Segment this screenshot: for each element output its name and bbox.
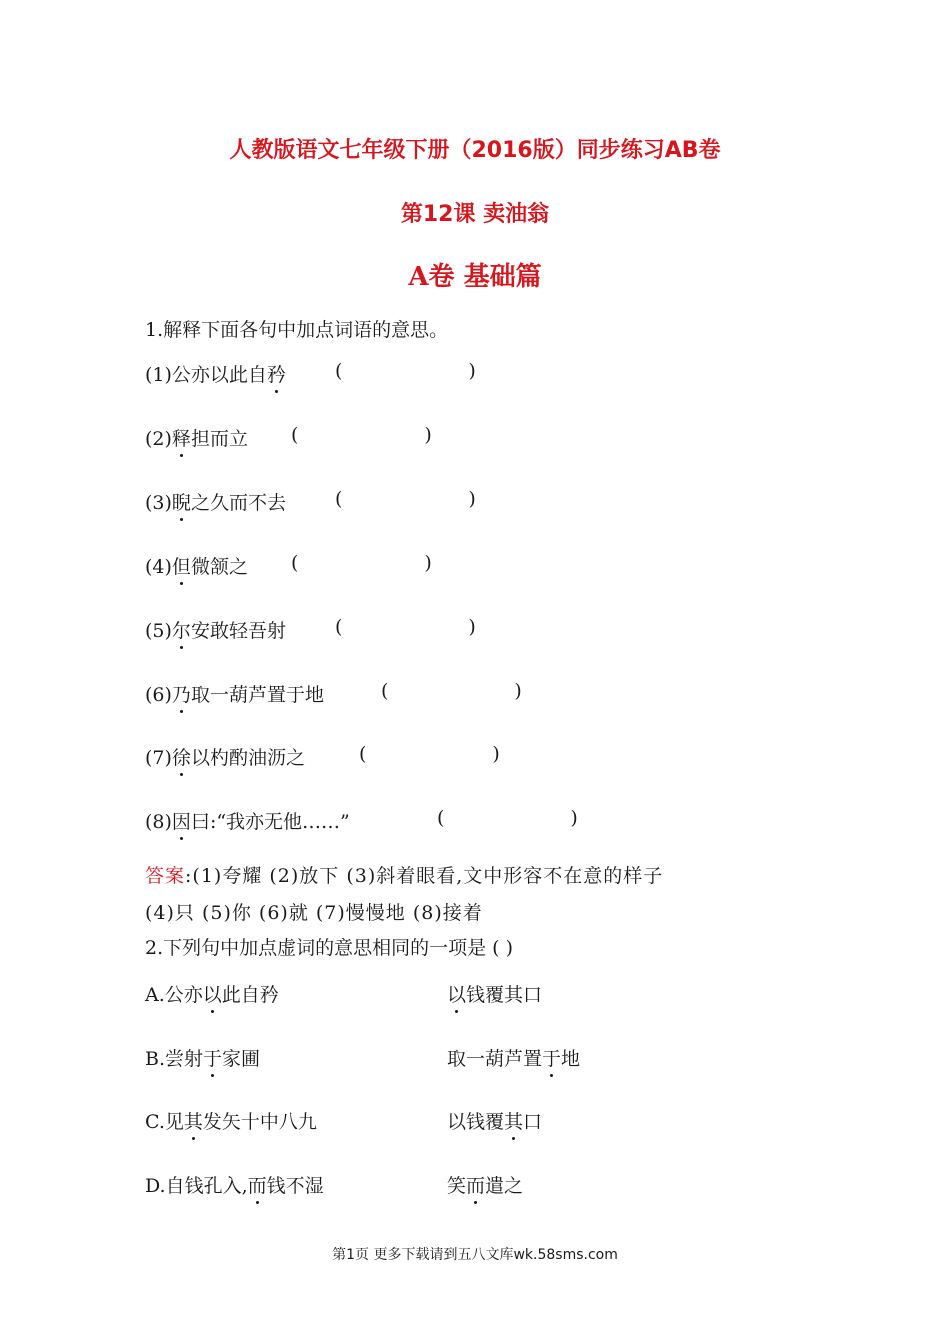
q2-option-d-right [447, 1171, 523, 1198]
item-text: (5) [145, 620, 172, 642]
item-text: (8) [145, 811, 172, 833]
q2-option-d-left [145, 1171, 324, 1198]
item-text: 担而立 [190, 428, 248, 450]
q1-item [145, 360, 476, 387]
document-title: 人教版语文七年级下册（2016版）同步练习AB卷 [229, 138, 721, 163]
item-text: 以杓酌油沥之 [190, 747, 305, 769]
q1-item [145, 680, 522, 707]
option-text: 遣之 [485, 1175, 524, 1197]
item-text: 曰:“我亦无他……” [190, 811, 350, 833]
item-text: (3) [145, 492, 172, 514]
option-text: 家圃 [222, 1048, 261, 1070]
item-text: 之久而不去 [190, 492, 286, 514]
option-text: D.自钱孔入, [145, 1175, 248, 1197]
dotted-word: 以 [203, 980, 222, 1007]
answer-bracket: ( ) [335, 488, 476, 510]
question-1-stem: 1.解释下面各句中加点词语的意思。 [145, 319, 449, 341]
dotted-word: 睨 [172, 488, 191, 515]
lesson-title: 第12课 卖油翁 [400, 202, 550, 227]
dotted-word: 其 [504, 1107, 523, 1134]
item-text: (1)公亦以此自 [145, 364, 267, 386]
item-text: (7) [145, 747, 172, 769]
option-text: B.尝射 [145, 1048, 204, 1070]
option-text: 取一葫芦置 [447, 1048, 543, 1070]
answer-label: 答案 [145, 865, 186, 887]
dotted-word: 其 [184, 1107, 203, 1134]
answer-line-2: (4)只 (5)你 (6)就 (7)慢慢地 (8)接着 [145, 902, 483, 924]
dotted-word: 于 [542, 1044, 561, 1071]
q2-option-c-right [447, 1107, 542, 1134]
q2-option-b-left [145, 1044, 260, 1071]
dotted-word: 乃 [172, 680, 191, 707]
option-text: 笑 [447, 1175, 467, 1197]
dotted-word: 徐 [172, 743, 191, 770]
q2-option-b-right [447, 1044, 580, 1071]
page-footer: 第1页 更多下载请到五八文库wk.58sms.com [332, 1247, 618, 1263]
dotted-word: 因 [172, 807, 191, 834]
option-text: 此自矜 [221, 984, 279, 1006]
item-text: (4) [145, 556, 172, 578]
dotted-word: 尔 [172, 616, 191, 643]
dotted-word: 于 [203, 1044, 222, 1071]
item-text: (2) [145, 428, 172, 450]
answer-line-1 [145, 861, 663, 888]
q1-item [145, 743, 500, 770]
item-text: 安敢轻吾射 [190, 620, 286, 642]
q1-item [145, 488, 476, 515]
answer-text: :(1)夸耀 (2)放下 (3)斜着眼看,文中形容不在意的样子 [185, 865, 664, 887]
item-text: (6) [145, 684, 172, 706]
q1-item [145, 552, 432, 579]
answer-bracket: ( ) [335, 360, 476, 382]
answer-bracket: ( ) [335, 616, 476, 638]
option-text: C.见 [145, 1111, 184, 1133]
option-text: A.公亦 [145, 984, 203, 1006]
question-2-stem: 2.下列句中加点虚词的意思相同的一项是 ( ) [145, 937, 514, 959]
option-text: 地 [561, 1048, 581, 1070]
dotted-word: 而 [248, 1171, 267, 1198]
item-text: 取一葫芦置于地 [190, 684, 324, 706]
q2-option-a-right [447, 980, 542, 1007]
option-text: 钱不湿 [266, 1175, 324, 1197]
dotted-word: 但 [172, 552, 191, 579]
answer-bracket: ( ) [291, 424, 432, 446]
answer-bracket: ( ) [437, 807, 578, 829]
item-text: 微颔之 [190, 556, 248, 578]
answer-bracket: ( ) [381, 680, 522, 702]
dotted-word: 以 [447, 980, 466, 1007]
answer-bracket: ( ) [291, 552, 432, 574]
option-text: 以钱覆 [447, 1111, 505, 1133]
answer-bracket: ( ) [359, 743, 500, 765]
dotted-word: 矜 [267, 360, 286, 387]
q2-option-c-left [145, 1107, 317, 1134]
q1-item [145, 616, 476, 643]
q1-item [145, 807, 578, 834]
dotted-word: 而 [466, 1171, 485, 1198]
q2-option-a-left [145, 980, 279, 1007]
option-text: 钱覆其口 [466, 984, 543, 1006]
dotted-word: 释 [172, 424, 191, 451]
q1-item [145, 424, 432, 451]
section-title: A卷 基础篇 [408, 262, 542, 292]
option-text: 发矢十中八九 [202, 1111, 317, 1133]
option-text: 口 [523, 1111, 543, 1133]
